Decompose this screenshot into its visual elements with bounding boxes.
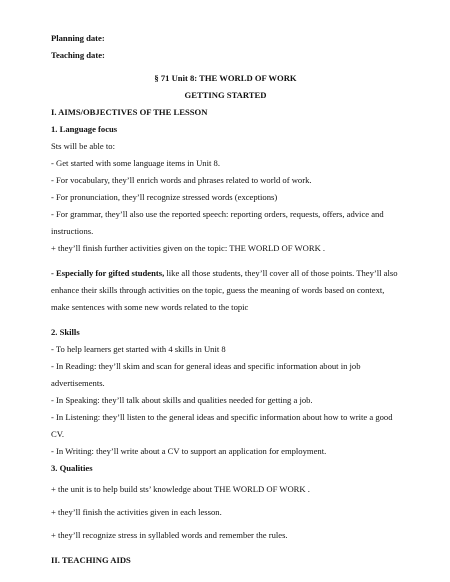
gifted-students-paragraph bbox=[51, 265, 400, 316]
language-item: - For pronunciation, they’ll recognize stressed words (exceptions) bbox=[51, 192, 278, 202]
language-item: - For vocabulary, they’ll enrich words and phrases related to world of work. bbox=[51, 175, 312, 185]
gifted-students-lead: - Especially for gifted students, bbox=[51, 268, 165, 278]
skill-item: - In Reading: they’ll skim and scan for general ideas and specific information about in job advertisements. bbox=[51, 361, 361, 388]
language-focus-heading: 1. Language focus bbox=[51, 124, 118, 134]
section-teaching-aids-heading: II. TEACHING AIDS bbox=[51, 555, 131, 565]
language-focus-intro: Sts will be able to: bbox=[51, 141, 115, 151]
section-aims-heading: I. AIMS/OBJECTIVES OF THE LESSON bbox=[51, 107, 208, 117]
quality-item: + the unit is to help build sts’ knowledge about THE WORLD OF WORK . bbox=[51, 484, 310, 494]
skill-item: - In Listening: they’ll listen to the general ideas and specific information about how to write a good CV. bbox=[51, 412, 393, 439]
language-item: - Get started with some language items in Unit 8. bbox=[51, 158, 220, 168]
qualities-heading: 3. Qualities bbox=[51, 463, 93, 473]
quality-item: + they’ll recognize stress in syllabled words and remember the rules. bbox=[51, 530, 288, 540]
teaching-date-label: Teaching date: bbox=[51, 50, 105, 60]
planning-date-label: Planning date: bbox=[51, 33, 105, 43]
gifted-students-text: like all those students, they’ll cover all of those points. They’ll also enhance their skills through activities on the topic, guess the meaning of words based on context, make sentences with some new words related to the topic bbox=[51, 268, 398, 312]
skill-item: - To help learners get started with 4 skills in Unit 8 bbox=[51, 344, 226, 354]
quality-item: + they’ll finish the activities given in each lesson. bbox=[51, 507, 222, 517]
lesson-subtitle: GETTING STARTED bbox=[184, 90, 267, 100]
language-item: - For grammar, they’ll also use the reported speech: reporting orders, requests, offers, advice and instructions. bbox=[51, 209, 384, 236]
skill-item: - In Speaking: they’ll talk about skills and qualities needed for getting a job. bbox=[51, 395, 313, 405]
skill-item: - In Writing: they’ll write about a CV to support an application for employment. bbox=[51, 446, 327, 456]
lesson-title: § 71 Unit 8: THE WORLD OF WORK bbox=[154, 73, 297, 83]
language-item: + they’ll finish further activities given on the topic: THE WORLD OF WORK . bbox=[51, 243, 326, 253]
skills-heading: 2. Skills bbox=[51, 327, 80, 337]
